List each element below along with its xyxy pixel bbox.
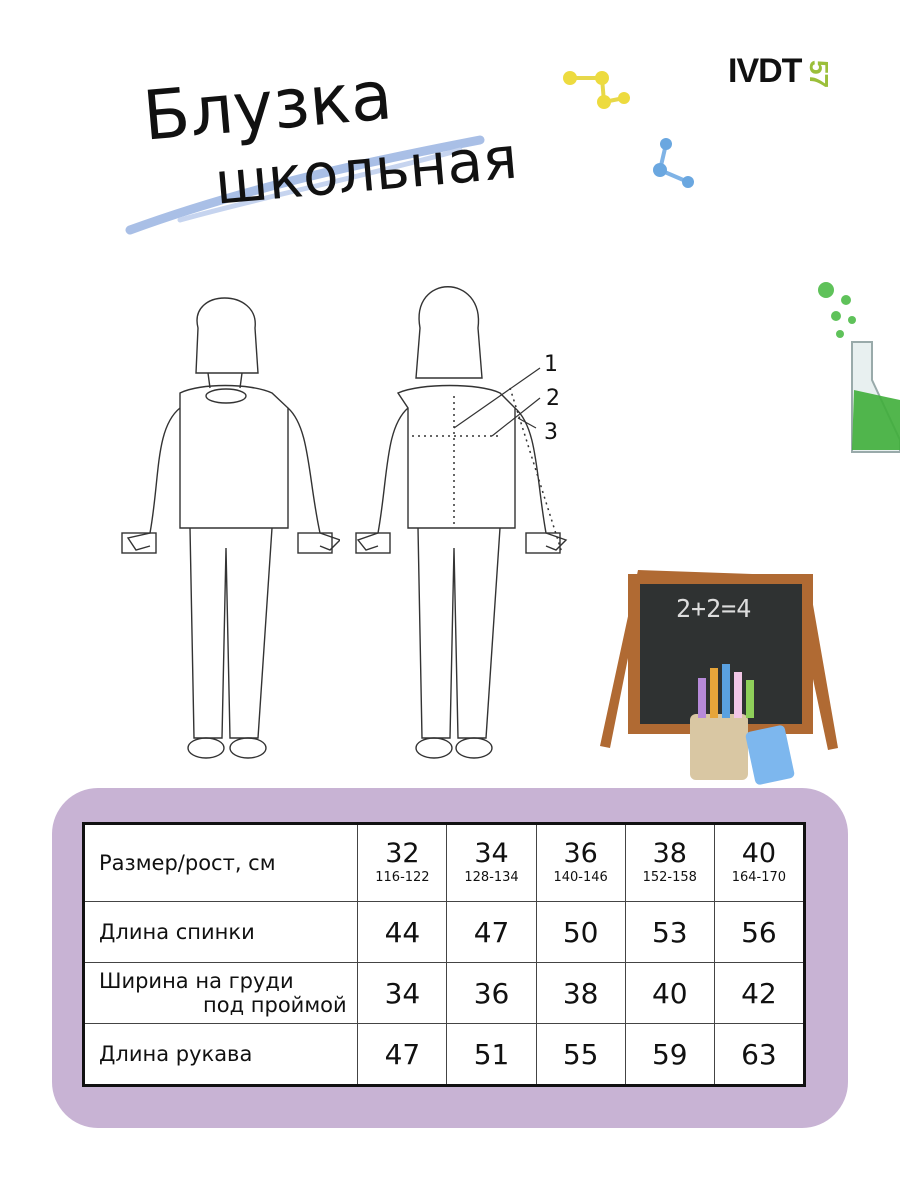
table-cell: 34 (358, 963, 447, 1024)
table-cell: 51 (447, 1024, 536, 1086)
size-header-cell (536, 824, 625, 902)
row-label-back-length: Длина спинки (84, 902, 358, 963)
size-header-cell (358, 824, 447, 902)
table-row (84, 902, 805, 963)
table-cell: 59 (625, 1024, 714, 1086)
molecule-yellow-icon (560, 60, 640, 120)
table-cell: 40 (625, 963, 714, 1024)
chalkboard-text: 2+2=4 (676, 594, 752, 623)
size-header-cell (714, 824, 804, 902)
size-value: 38 (652, 838, 687, 869)
table-cell: 56 (714, 902, 804, 963)
table-cell: 47 (447, 902, 536, 963)
table-row (84, 1024, 805, 1086)
diagram-marker-2: 2 (546, 386, 560, 411)
table-cell: 47 (358, 1024, 447, 1086)
brand-logo-number: 57 (804, 60, 835, 87)
blouse-front-figure (110, 278, 340, 778)
brand-logo-text: IVDT (728, 52, 802, 90)
height-range: 116-122 (375, 870, 430, 885)
height-range: 152-158 (642, 870, 697, 885)
size-value: 40 (741, 838, 777, 869)
height-range: 128-134 (464, 870, 519, 885)
row-label-sleeve-length: Длина рукава (84, 1024, 358, 1086)
table-cell: 55 (536, 1024, 625, 1086)
size-header-cell (625, 824, 714, 902)
row-label-line-2: под проймой (203, 993, 347, 1017)
size-value: 34 (474, 838, 509, 869)
size-header-cell (447, 824, 536, 902)
height-range: 140-146 (553, 870, 608, 885)
diagram-marker-3: 3 (544, 420, 558, 445)
size-header-label: Размер/рост, см (84, 824, 358, 902)
size-value: 36 (563, 838, 598, 869)
flask-icon (812, 280, 900, 460)
row-label-chest-width (84, 963, 358, 1024)
table-cell: 38 (536, 963, 625, 1024)
size-value: 32 (385, 838, 420, 869)
size-table (82, 822, 806, 1087)
molecule-blue-icon (648, 132, 708, 192)
table-cell: 63 (714, 1024, 804, 1086)
title-line-1: Блузка (140, 56, 396, 157)
table-row (84, 963, 805, 1024)
diagram-marker-1: 1 (544, 352, 558, 377)
table-cell: 53 (625, 902, 714, 963)
title-line-2: школьная (212, 123, 520, 218)
table-cell: 44 (358, 902, 447, 963)
height-range: 164-170 (731, 870, 787, 885)
table-row (84, 824, 805, 902)
table-cell: 36 (447, 963, 536, 1024)
table-cell: 50 (536, 902, 625, 963)
table-cell: 42 (714, 963, 804, 1024)
brand-logo (728, 52, 835, 91)
row-label-line-1: Ширина на груди (99, 969, 294, 993)
